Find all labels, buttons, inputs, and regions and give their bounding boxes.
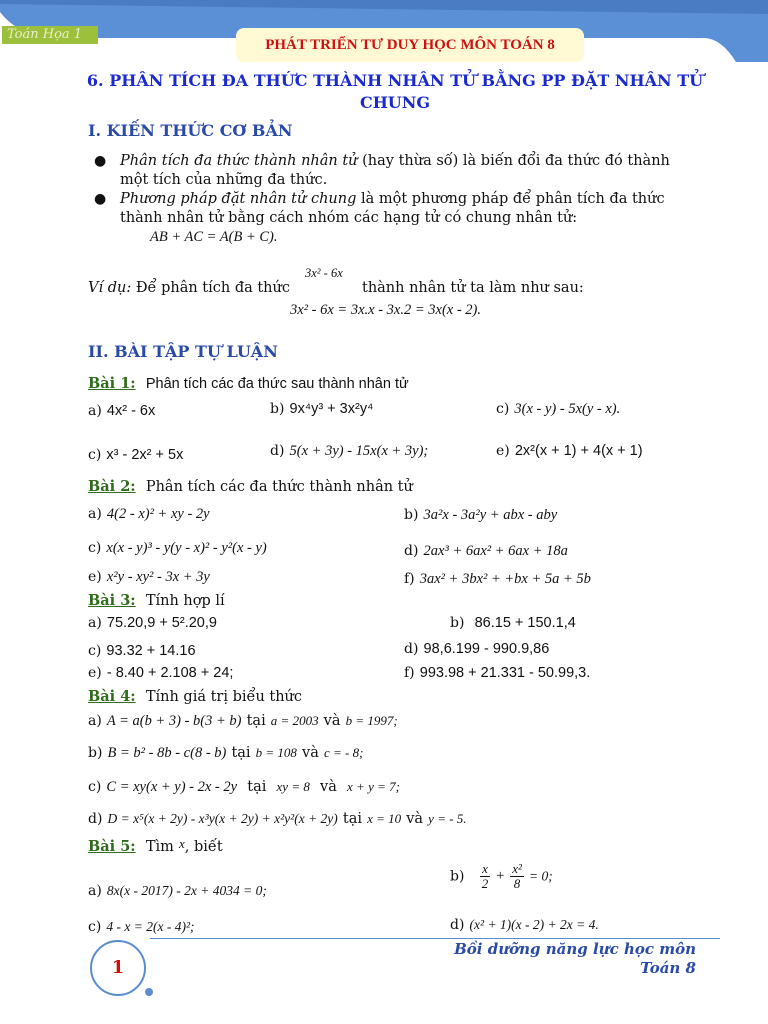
exercise-5a [88, 880, 267, 899]
exercise-text: Tính giá trị biểu thức [145, 689, 303, 705]
item-cond: c = - 8; [323, 745, 364, 760]
exercise-2-title [88, 476, 413, 495]
item-cond: a = 2003 [270, 713, 319, 728]
item-at: tại [246, 713, 266, 729]
item-label: c) [88, 919, 102, 935]
exercise-label: Bài 2: [88, 478, 136, 495]
item-expr: - 8.40 + 2.108 + 24; [106, 665, 234, 681]
item-expr: 4 - x = 2(x - 4)²; [106, 919, 195, 934]
exercise-label: Bài 5: [88, 838, 136, 855]
item-cond: y = - 5. [428, 811, 467, 826]
frac-num: x [480, 862, 491, 877]
item-and: và [406, 811, 424, 827]
exercise-3e [88, 662, 233, 681]
example-label: Ví dụ: [88, 280, 132, 296]
item-label: d) [88, 811, 103, 827]
frac-den: 8 [513, 876, 521, 891]
exercise-1c [496, 398, 620, 418]
exercise-1c2 [88, 444, 183, 463]
exercise-label: Bài 3: [88, 592, 136, 609]
exercise-3a [88, 612, 217, 631]
exercise-4b [88, 742, 363, 762]
item-expr: 5(x + 3y) - 15x(x + 3y); [289, 443, 429, 459]
item-expr: C = xy(x + y) - 2x - 2y [106, 779, 238, 795]
item-label: f) [404, 571, 415, 587]
item-label: a) [88, 883, 102, 899]
section-heading-exercises: II. BÀI TẬP TỰ LUẬN [88, 342, 278, 361]
item-label: d) [404, 543, 419, 559]
item-label: c) [88, 447, 102, 463]
item-expr: 86.15 + 150.1,4 [474, 615, 576, 631]
example-polynomial: 3x² - 6x [305, 266, 343, 280]
item-and: và [323, 713, 341, 729]
page-number: 1 [90, 940, 146, 996]
item-label: c) [88, 643, 102, 659]
item-cond: x = 10 [367, 811, 402, 826]
chapter-title: 6. PHÂN TÍCH ĐA THỨC THÀNH NHÂN TỬ BẰNG PP ĐẶT NHÂN TỬ CHUNG [86, 71, 704, 112]
item-label: a) [88, 403, 102, 419]
item-label: c) [88, 779, 102, 795]
exercise-2b [404, 504, 557, 524]
item-expr: 3a²x - 3a²y + abx - aby [423, 507, 558, 523]
fraction [510, 862, 524, 891]
item-expr: 93.32 + 14.16 [106, 643, 196, 659]
exercise-text: Tìm [145, 839, 174, 855]
fraction [480, 862, 491, 891]
exercise-2a [88, 503, 210, 523]
exercise-3-title [88, 590, 225, 609]
item-label: d) [404, 641, 419, 657]
item-expr: D = x⁵(x + 2y) - x³y(x + 2y) + x²y²(x + 2y) [107, 811, 338, 826]
exercise-3c [88, 640, 196, 659]
item-label: a) [88, 713, 102, 729]
item-at: tại [247, 779, 267, 795]
footer-line-1: Bồi dưỡng năng lực học môn [454, 940, 696, 958]
exercise-1d [270, 440, 428, 460]
item-label: a) [88, 506, 102, 522]
item-expr: 75.20,9 + 5².20,9 [106, 615, 217, 631]
exercise-4-title [88, 686, 302, 705]
item-label: e) [88, 665, 102, 681]
exercise-1e [496, 440, 643, 459]
item-label: b) [88, 745, 103, 761]
item-label: b) [450, 868, 465, 885]
item-label: a) [88, 615, 102, 631]
item-expr: 2ax³ + 6ax² + 6ax + 18a [423, 543, 568, 559]
exercise-3b [450, 612, 576, 631]
exercise-3d [404, 638, 549, 657]
item-and: và [320, 779, 337, 795]
item-expr: 3ax² + 3bx² + +bx + 5a + 5b [419, 571, 591, 587]
header-title: PHÁT TRIỂN TƯ DUY HỌC MÔN TOÁN 8 [236, 28, 584, 62]
exercise-3f [404, 662, 590, 681]
exercise-1-title [88, 373, 409, 392]
example-text: Để phân tích đa thức [131, 280, 290, 296]
item-cond: b = 1997; [345, 713, 398, 728]
exercise-text: Phân tích các đa thức thành nhân tử [145, 479, 413, 495]
bullet-text: (hay thừa số) là biến đổi đa thức đó thành một tích của những đa thức. [120, 153, 670, 188]
header-tag: Toán Họa 1 [2, 26, 98, 44]
item-label: b) [450, 615, 465, 631]
item-expr: x(x - y)³ - y(y - x)² - y²(x - y) [106, 540, 267, 556]
exercise-text: Tính hợp lí [145, 593, 225, 609]
item-expr: 2x²(x + 1) + 4(x + 1) [514, 443, 643, 459]
exercise-4d [88, 808, 467, 827]
bullet-method [94, 190, 680, 228]
item-label: d) [450, 917, 465, 933]
footer-divider [150, 938, 720, 939]
exercise-2d [404, 540, 568, 560]
exercise-2e [88, 566, 210, 586]
item-expr: 98,6.199 - 990.9,86 [423, 641, 550, 657]
item-at: tại [231, 745, 251, 761]
exercise-5d [450, 914, 599, 933]
item-label: e) [496, 443, 510, 459]
item-label: b) [270, 401, 285, 417]
exercise-text-tail: , biết [184, 839, 223, 855]
section-heading-basics: I. KIẾN THỨC CƠ BẢN [88, 121, 293, 140]
bullet-term: Phương pháp đặt nhân tử chung [120, 191, 357, 207]
example-tail: thành nhân tử ta làm như sau: [362, 280, 584, 296]
item-expr: 4(2 - x)² + xy - 2y [106, 506, 210, 522]
item-and: và [302, 745, 319, 761]
formula-common-factor: AB + AC = A(B + C). [150, 229, 278, 245]
exercise-4c [88, 776, 400, 796]
exercise-text: Phân tích các đa thức sau thành nhân tử [145, 376, 409, 392]
bullet-icon: ● [94, 153, 107, 169]
item-label: b) [404, 507, 419, 523]
item-at: tại [342, 811, 362, 827]
exercise-4a [88, 710, 398, 730]
exercise-var: x [178, 836, 185, 851]
exercise-5-title [88, 836, 223, 855]
frac-den: 2 [481, 876, 489, 891]
item-expr: A = a(b + 3) - b(3 + b) [106, 713, 242, 729]
item-expr: (x² + 1)(x - 2) + 2x = 4. [469, 917, 599, 932]
frac-num: x² [512, 861, 522, 876]
exercise-label: Bài 4: [88, 688, 136, 705]
item-label: f) [404, 665, 415, 681]
exercise-1a [88, 400, 155, 419]
item-label: c) [88, 540, 102, 556]
item-label: d) [270, 443, 285, 459]
footer-caption [454, 940, 696, 978]
bullet-term: Phân tích đa thức thành nhân tử [120, 153, 358, 169]
item-expr: 993.98 + 21.331 - 50.99,3. [419, 665, 591, 681]
example-solution: 3x² - 6x = 3x.x - 3x.2 = 3x(x - 2). [290, 302, 481, 318]
exercise-2f [404, 568, 591, 588]
item-expr: x³ - 2x² + 5x [106, 447, 184, 463]
item-cond: b = 108 [255, 745, 297, 760]
item-cond: xy = 8 [276, 779, 310, 794]
footer-line-2: Toán 8 [640, 959, 696, 977]
exercise-1b [270, 398, 373, 417]
exercise-label: Bài 1: [88, 375, 136, 392]
item-expr: B = b² - 8b - c(8 - b) [107, 745, 227, 761]
item-cond: x + y = 7; [347, 779, 400, 794]
exercise-2c [88, 537, 267, 557]
item-label: e) [88, 569, 102, 585]
exercise-5b: b) $\frac{x}{2}$ + $\frac{\text{x²}}{8}$ = 0; [450, 861, 553, 891]
item-expr: 9x⁴y³ + 3x²y⁴ [289, 401, 374, 417]
page-dot-icon [145, 988, 153, 996]
item-label: c) [496, 401, 510, 417]
item-expr: 8x(x - 2017) - 2x + 4034 = 0; [106, 883, 267, 898]
exercise-5c [88, 916, 195, 935]
bullet-text: là một phương pháp để phân tích đa thức thành nhân tử bằng cách nhóm các hạng tử có chung nhân tử: [120, 191, 665, 226]
bullet-definition [94, 152, 680, 190]
bullet-icon: ● [94, 191, 107, 207]
item-expr-tail: = 0; [528, 868, 553, 884]
item-expr: x²y - xy² - 3x + 3y [106, 569, 210, 585]
item-expr: 4x² - 6x [106, 403, 156, 419]
example-line [88, 280, 290, 296]
item-expr: 3(x - y) - 5x(y - x). [514, 401, 621, 417]
